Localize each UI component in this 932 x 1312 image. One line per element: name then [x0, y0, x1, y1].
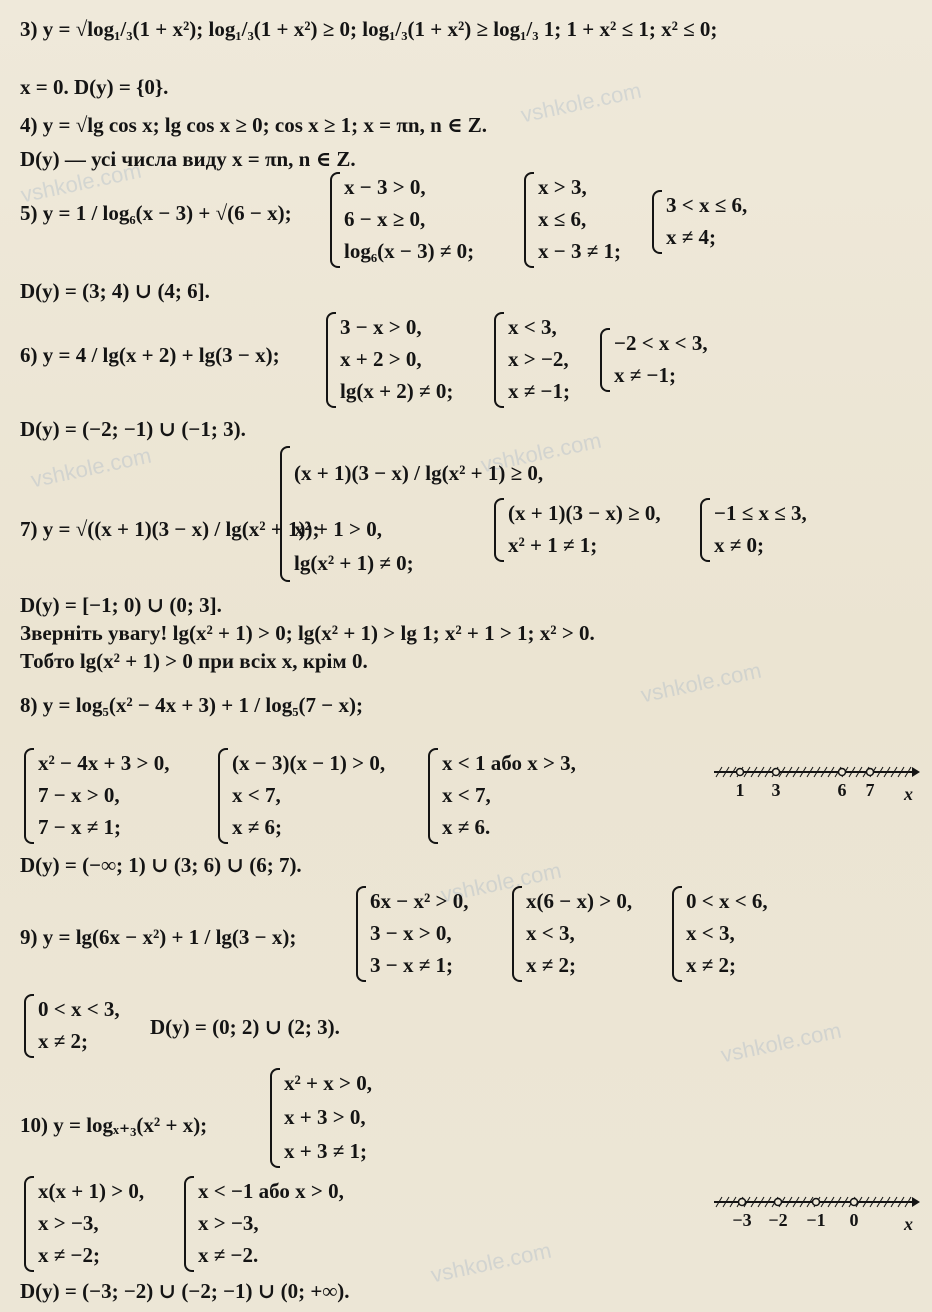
problem-10-function: 10) y = logₓ₊₃(x² + x);: [20, 1113, 208, 1137]
watermark: vshkole.com: [518, 77, 644, 128]
problem-4-line-2: D(y) — усі числа виду x = πn, n ∈ Z.: [20, 147, 356, 171]
watermark: vshkole.com: [428, 1237, 554, 1288]
tick-label: −3: [732, 1210, 752, 1230]
brace: [24, 748, 34, 844]
brace: [672, 886, 682, 982]
tick-label: 7: [865, 780, 875, 800]
brace: [600, 328, 610, 392]
brace: [494, 312, 504, 408]
brace: [270, 1068, 280, 1168]
brace: [330, 172, 340, 268]
number-line-8: [712, 758, 922, 804]
problem-4-line-1: 4) y = √lg cos x; lg cos x ≥ 0; cos x ≥ 1; x = πn, n ∈ Z.: [20, 113, 488, 137]
brace: [652, 190, 662, 254]
open-point: [813, 1199, 820, 1206]
axis-arrow-icon: [912, 767, 920, 777]
textbook-page: vshkole.com vshkole.com vshkole.com vshkole.com vshkole.com vshkole.com vshkole.com vshkole.com 3) y = √log₁/₃(1 + x²); log₁/₃(1 + x²) ≥ 0; log₁/₃(1 + x²) ≥ log₁/₃ 1; 1 + x² ≤ 1; x² ≤ 0; x = 0. D(y) = {0}. 4) y = √lg cos x; lg cos x ≥ 0; cos x ≥ 1; x = πn, n ∈ Z. D(y) — усі числа виду x = πn, n ∈ Z. 5) y = 1 / log₆(x − 3) + √(6 − x); x − 3 > 0, 6 − x ≥ 0, log₆(x − 3) ≠ 0; x > 3, x ≤ 6, x − 3 ≠ 1; 3 < x ≤ 6, x ≠ 4; D(y) = (3; 4) ∪ (4; 6]. 6) y = 4 / lg(x + 2) + lg(3 − x); 3 − x > 0, x + 2 > 0, lg(x + 2) ≠ 0; x < 3, x > −2, x ≠ −1; −2 < x < 3, x ≠ −1; D(y) = (−2; −1) ∪ (−1; 3). 7) y = √((x + 1)(3 − x) / lg(x² + 1)); (x + 1)(3 − x) / lg(x² + 1) ≥ 0, x² + 1 > 0, lg(x² + 1) ≠ 0; (x + 1)(3 − x) ≥ 0, x² + 1 ≠ 1; −1 ≤ x ≤ 3, x ≠ 0; D(y) = [−1; 0) ∪ (0; 3]. Зверніть увагу! lg(x² + 1) > 0; lg(x² + 1) > lg 1; x² + 1 > 1; x² > 0. Тобто lg(x² + 1) > 0 при всіх x, крім 0. 8) y = log₅(x² − 4x + 3) + 1 / log₅(7 − x); x² − 4x + 3 > 0, 7 − x > 0, 7 − x ≠ 1; (x − 3)(x − 1) > 0, x < 7, x ≠ 6; x < 1 або x > 3, x < 7, x ≠ 6. 1 3 6 7 x D(y) = (−∞; 1) ∪ (3; 6) ∪ (6; 7). 9) y = lg(6x − x²) + 1 / lg(3 − x); 6x − x² > 0, 3 − x > 0, 3 − x ≠ 1; x(6 − x) > 0, x < 3, x ≠ 2; 0 < x < 6, x < 3, x ≠ 2; 0 < x < 3, x ≠ 2; D(y) = (0; 2) ∪ (2; 3). 10) y = logₓ₊₃(x² + x); x² + x > 0, x + 3 > 0, x + 3 ≠ 1; x(x + 1) > 0, x > −3, x ≠ −2; x < −1 або x > 0, x > −3, x ≠ −2. −3 −2 −1 0 x D(y) = (−3; −2) ∪ (−2; −1) ∪ (0; +∞).: [0, 0, 932, 1312]
watermark: vshkole.com: [18, 157, 144, 208]
brace: [184, 1176, 194, 1272]
brace: [24, 1176, 34, 1272]
tick-label: 3: [771, 780, 781, 800]
problem-9-function: 9) y = lg(6x − x²) + 1 / lg(3 − x);: [20, 925, 297, 949]
problem-3-line-2: x = 0. D(y) = {0}.: [20, 75, 169, 99]
tick-label: 0: [849, 1210, 859, 1230]
open-point: [851, 1199, 858, 1206]
problem-5-function: 5) y = 1 / log₆(x − 3) + √(6 − x);: [20, 201, 292, 225]
watermark: vshkole.com: [478, 427, 604, 478]
tick-label: −1: [806, 1210, 826, 1230]
axis-label: x: [904, 784, 913, 804]
problem-10-domain: D(y) = (−3; −2) ∪ (−2; −1) ∪ (0; +∞).: [20, 1279, 350, 1303]
axis-label: x: [904, 1214, 913, 1234]
open-point: [773, 769, 780, 776]
watermark: vshkole.com: [438, 857, 564, 908]
problem-7-function: 7) y = √((x + 1)(3 − x) / lg(x² + 1));: [20, 517, 320, 541]
problem-5-domain: D(y) = (3; 4) ∪ (4; 6].: [20, 279, 210, 303]
problem-3-line-1: 3) y = √log₁/₃(1 + x²); log₁/₃(1 + x²) ≥ 0; log₁/₃(1 + x²) ≥ log₁/₃ 1; 1 + x² ≤ 1; x² ≤ 0;: [20, 17, 718, 41]
problem-7-domain: D(y) = [−1; 0) ∪ (0; 3].: [20, 593, 222, 617]
watermark: vshkole.com: [638, 657, 764, 708]
open-point: [739, 1199, 746, 1206]
watermark: vshkole.com: [28, 442, 154, 493]
brace: [24, 994, 34, 1058]
problem-7-note-2: Тобто lg(x² + 1) > 0 при всіх x, крім 0.: [20, 649, 368, 673]
problem-6-function: 6) y = 4 / lg(x + 2) + lg(3 − x);: [20, 343, 280, 367]
open-point: [775, 1199, 782, 1206]
open-point: [839, 769, 846, 776]
brace: [494, 498, 504, 562]
brace: [326, 312, 336, 408]
axis-arrow-icon: [912, 1197, 920, 1207]
open-point: [867, 769, 874, 776]
brace: [218, 748, 228, 844]
tick-label: 6: [837, 780, 847, 800]
brace: [428, 748, 438, 844]
problem-6-domain: D(y) = (−2; −1) ∪ (−1; 3).: [20, 417, 246, 441]
brace: [280, 446, 290, 582]
problem-9-domain: D(y) = (0; 2) ∪ (2; 3).: [150, 1015, 340, 1039]
tick-label: 1: [735, 780, 745, 800]
number-line-10: [712, 1188, 922, 1234]
brace: [700, 498, 710, 562]
brace: [512, 886, 522, 982]
brace: [524, 172, 534, 268]
tick-label: −2: [768, 1210, 788, 1230]
problem-7-note-1: Зверніть увагу! lg(x² + 1) > 0; lg(x² + 1) > lg 1; x² + 1 > 1; x² > 0.: [20, 621, 595, 645]
problem-8-domain: D(y) = (−∞; 1) ∪ (3; 6) ∪ (6; 7).: [20, 853, 302, 877]
problem-8-function: 8) y = log₅(x² − 4x + 3) + 1 / log₅(7 − x);: [20, 693, 363, 717]
watermark: vshkole.com: [718, 1017, 844, 1068]
brace: [356, 886, 366, 982]
open-point: [737, 769, 744, 776]
